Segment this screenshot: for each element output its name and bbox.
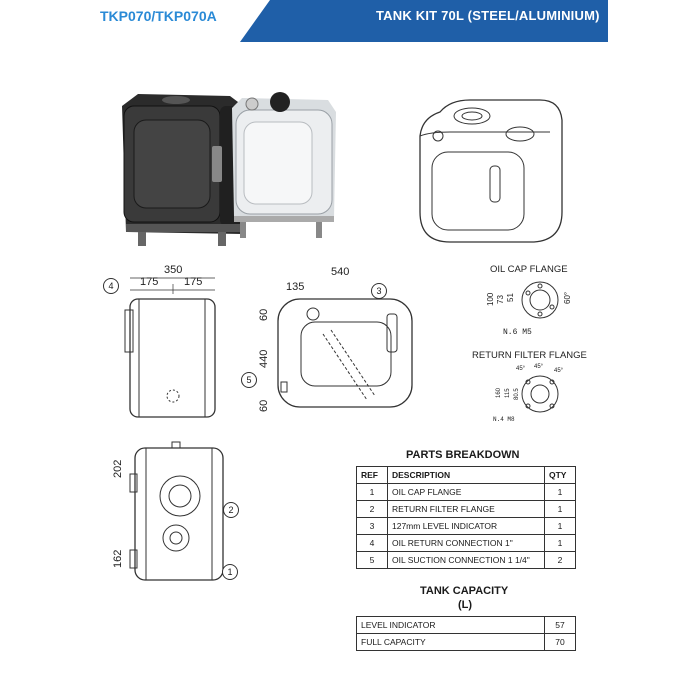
tank-capacity-unit: (L): [458, 599, 473, 611]
return-filter-angle-2: 45°: [534, 364, 544, 370]
qty-cell: 1: [545, 501, 576, 518]
table-row: [357, 617, 576, 634]
front-view-drawing: [275, 296, 415, 411]
description-cell: OIL CAP FLANGE: [388, 484, 545, 501]
table-row: [357, 552, 576, 569]
oil-cap-flange-drawing: [520, 280, 560, 320]
dim-175-right: 175: [184, 276, 203, 288]
return-filter-angle-1: 45°: [516, 366, 526, 372]
side-view-drawing: [125, 296, 220, 421]
model-code: TKP070/TKP070A: [100, 8, 217, 24]
qty-cell: 2: [545, 552, 576, 569]
col-description: DESCRIPTION: [388, 467, 545, 484]
parts-header-row: [357, 467, 576, 484]
callout-5: 5: [241, 372, 257, 388]
capacity-value-cell: 57: [545, 617, 576, 634]
qty-cell: 1: [545, 535, 576, 552]
table-row: [357, 484, 576, 501]
dim-60-bottom: 60: [258, 399, 270, 412]
dim-162: 162: [112, 549, 124, 568]
dim-350: 350: [164, 264, 183, 276]
oil-cap-note: N.6 M5: [503, 328, 532, 337]
callout-4: 4: [103, 278, 119, 294]
description-cell: RETURN FILTER FLANGE: [388, 501, 545, 518]
capacity-label-cell: FULL CAPACITY: [357, 634, 545, 651]
table-row: [357, 501, 576, 518]
qty-cell: 1: [545, 518, 576, 535]
oil-cap-dim-100: 100: [486, 292, 495, 306]
oil-cap-dim-60deg: 60°: [563, 291, 572, 304]
qty-cell: 1: [545, 484, 576, 501]
description-cell: 127mm LEVEL INDICATOR: [388, 518, 545, 535]
parts-breakdown-title: PARTS BREAKDOWN: [406, 449, 520, 461]
dim-135: 135: [286, 281, 305, 293]
col-qty: QTY: [545, 467, 576, 484]
oil-cap-dim-73: 73: [496, 295, 505, 304]
capacity-table: [356, 616, 576, 651]
return-filter-flange-drawing: [520, 374, 560, 414]
parts-table: [356, 466, 576, 569]
ref-cell: 4: [357, 535, 388, 552]
callout-1: 1: [222, 564, 238, 580]
dim-175-left: 175: [140, 276, 159, 288]
aluminium-tank-photo: [228, 86, 338, 248]
return-filter-dim-80-5: 80.5: [514, 388, 520, 400]
oil-cap-flange-label: OIL CAP FLANGE: [490, 264, 568, 275]
capacity-value-cell: 70: [545, 634, 576, 651]
isometric-drawing: [410, 92, 570, 252]
ref-cell: 1: [357, 484, 388, 501]
dim-202: 202: [112, 459, 124, 478]
return-filter-angle-3: 45°: [554, 368, 564, 374]
dim-60-top: 60: [258, 308, 270, 321]
description-cell: OIL RETURN CONNECTION 1": [388, 535, 545, 552]
callout-3: 3: [371, 283, 387, 299]
col-ref: REF: [357, 467, 388, 484]
description-cell: OIL SUCTION CONNECTION 1 1/4": [388, 552, 545, 569]
tank-capacity-title: TANK CAPACITY: [420, 585, 509, 597]
return-filter-flange-label: RETURN FILTER FLANGE: [472, 350, 587, 361]
ref-cell: 5: [357, 552, 388, 569]
page-title: TANK KIT 70L (STEEL/ALUMINIUM): [376, 8, 600, 23]
callout-2: 2: [223, 502, 239, 518]
plan-view-drawing: [130, 440, 230, 585]
table-row: [357, 518, 576, 535]
return-filter-dim-115: 115: [505, 388, 511, 398]
ref-cell: 2: [357, 501, 388, 518]
capacity-label-cell: LEVEL INDICATOR: [357, 617, 545, 634]
table-row: [357, 535, 576, 552]
dim-540: 540: [331, 266, 350, 278]
return-filter-note: N.4 M8: [493, 416, 515, 423]
dim-440: 440: [258, 349, 270, 368]
table-row: [357, 634, 576, 651]
ref-cell: 3: [357, 518, 388, 535]
return-filter-dim-160: 160: [496, 387, 502, 398]
oil-cap-dim-51: 51: [506, 293, 515, 302]
